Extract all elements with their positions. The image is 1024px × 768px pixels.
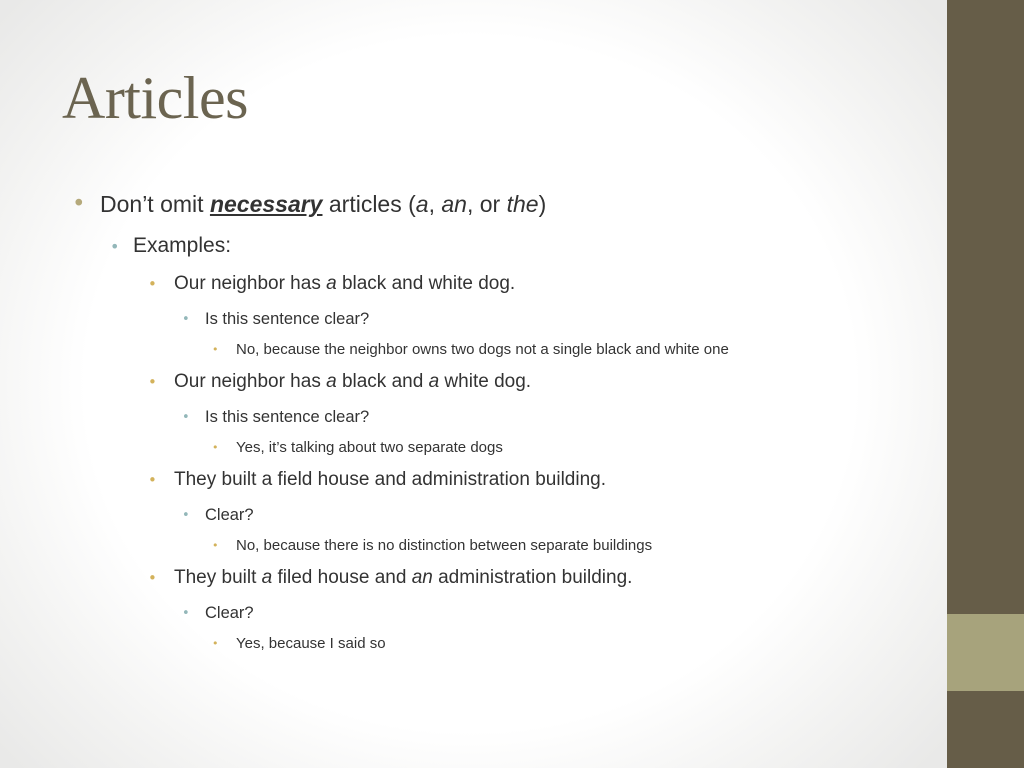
example-question-2: Is this sentence clear? <box>205 408 370 426</box>
rule-emphasis: necessary <box>209 191 323 217</box>
slide-title: Articles <box>62 65 248 131</box>
bullet-level3: • <box>148 569 157 587</box>
bullet-level5: • <box>212 441 219 454</box>
sentence-text: They built <box>174 567 262 588</box>
sentence-text: administration building. <box>432 567 633 588</box>
bullet-level3: • <box>148 471 157 489</box>
example-question-4: Clear? <box>205 604 254 622</box>
bullet-level2: • <box>110 237 120 256</box>
example-sentence-3 <box>174 468 606 492</box>
sentence-text: white dog. <box>439 371 532 392</box>
bullet-level4: • <box>182 410 190 425</box>
article-the: the <box>506 191 539 217</box>
bullet-level4: • <box>182 312 190 327</box>
sentence-text: Our neighbor has <box>174 273 327 294</box>
rule-close: ) <box>538 191 547 217</box>
example-question-1: Is this sentence clear? <box>205 310 370 328</box>
sentence-article: a <box>261 567 273 588</box>
sentence-text: filed house and <box>272 567 412 588</box>
article-a: a <box>415 191 429 217</box>
sentence-article: an <box>411 567 433 588</box>
examples-label: Examples: <box>133 234 232 257</box>
sentence-article: a <box>428 371 440 392</box>
bullet-level3: • <box>148 275 157 293</box>
rule-text <box>100 190 546 218</box>
article-an: an <box>441 191 467 217</box>
bullet-level4: • <box>182 606 190 621</box>
example-sentence-2 <box>174 370 531 394</box>
example-answer-1: No, because the neighbor owns two dogs not a single black and white one <box>236 341 729 358</box>
rule-middle: articles ( <box>322 191 416 217</box>
bullet-level4: • <box>182 508 190 523</box>
bullet-level3: • <box>148 373 157 391</box>
bullet-level5: • <box>212 637 219 650</box>
sentence-text: black and <box>336 371 429 392</box>
rule-prefix: Don’t omit <box>100 191 210 217</box>
rule-or: , or <box>466 191 507 217</box>
bullet-level5: • <box>212 343 219 356</box>
example-sentence-1 <box>174 272 515 296</box>
sentence-text: black and white dog. <box>336 273 516 294</box>
sentence-article: a <box>326 371 337 392</box>
sentence-text: They built a field house and administration building. <box>174 469 606 490</box>
example-answer-2: Yes, it’s talking about two separate dogs <box>236 439 503 456</box>
sentence-text: Our neighbor has <box>174 371 327 392</box>
sentence-article: a <box>326 273 337 294</box>
bullet-level1: • <box>72 191 86 217</box>
example-sentence-4 <box>174 566 632 590</box>
example-answer-3: No, because there is no distinction between separate buildings <box>236 537 653 554</box>
sidebar-accent-block <box>947 614 1024 691</box>
example-question-3: Clear? <box>205 506 254 524</box>
rule-comma: , <box>428 191 442 217</box>
example-answer-4: Yes, because I said so <box>236 635 386 652</box>
bullet-level5: • <box>212 539 219 552</box>
